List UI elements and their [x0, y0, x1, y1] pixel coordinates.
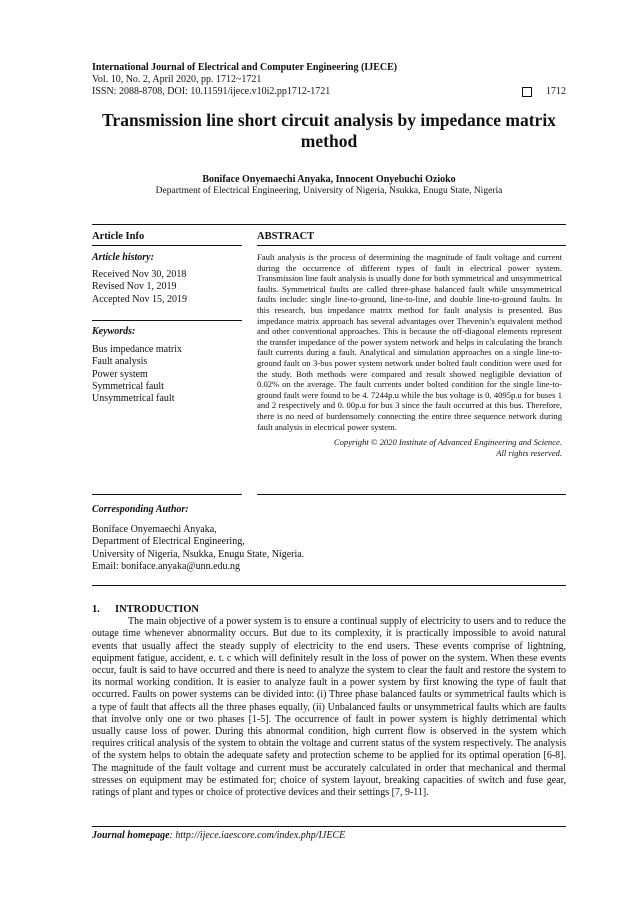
- keyword: Symmetrical fault: [92, 380, 164, 392]
- keyword: Bus impedance matrix: [92, 344, 182, 356]
- page-number: 1712: [546, 86, 566, 97]
- running-header: [92, 62, 566, 98]
- article-history-label: Article history:: [92, 252, 154, 263]
- corresponding-dept: Department of Electrical Engineering,: [92, 536, 245, 547]
- accepted-date: Accepted Nov 15, 2019: [92, 293, 187, 305]
- keywords-block: [92, 326, 242, 405]
- article-history: [92, 252, 242, 306]
- keywords-label: Keywords:: [92, 326, 136, 337]
- journal-homepage-link[interactable]: http://ijece.iaescore.com/index.php/IJECE: [175, 830, 346, 841]
- abstract-head-rule: [257, 245, 566, 246]
- keyword: Power system: [92, 368, 148, 380]
- paper-title: Transmission line short circuit analysis by impedance matrix method: [102, 110, 556, 151]
- copyright-line-2: All rights reserved.: [496, 447, 562, 458]
- keyword: Unsymmetrical fault: [92, 393, 175, 405]
- section-heading: [92, 604, 566, 616]
- corresponding-author: [92, 504, 566, 574]
- revised-date: Revised Nov 1, 2019: [92, 281, 177, 293]
- journal-name: International Journal of Electrical and Computer Engineering (IJECE): [92, 62, 398, 73]
- received-date: Received Nov 30, 2018: [92, 269, 187, 281]
- history-rule: [92, 320, 242, 321]
- abstract-text: Fault analysis is the process of determining the magnitude of fault voltage and current during the occurrence of different types of fault in electrical power system. Transmission line fault analysis is usually done for both symmetrical and unsymmetrical faults. Symmetrical faults are called three-phase balanced fault while unsymmetrical faults include: single line-to-ground, line-to-line, and double line-to-ground faults. In this research, bus impedance matrix method for fault analysis is presented. Bus impedance matrix approach has several advantages over Thevenin’s equivalent method and other conventional approaches. This is because the off-diagonal elements represent the transfer impedance of the power system network and helps in calculating the branch fault currents during a fault. Analytical and simulation approaches on a single line-to-ground fault on 3-bus power system network under bolted fault condition were used for the study. Both methods were compared and result showed negligible deviation of 0.02% on the average. The fault currents under bolted condition for the single line-to-ground fault were found to be 4. 7244p.u while the bus voltage is 0. 4095p.u for buses 1 and 2 respectively and 0. 00p.u for bus 3 since the fault occurred at this bus. Therefore, there is no need of burdensomely connecting the entire three sequence network during fault analysis in electrical power system.: [257, 252, 562, 432]
- abstract-bottom-rule: [257, 494, 566, 495]
- keywords-rule: [92, 494, 242, 495]
- article-info: [92, 231, 242, 243]
- footer-rule: [92, 826, 566, 827]
- copyright: [257, 437, 562, 458]
- intro-paragraph: The main objective of a power system is to ensure a continual supply of electricity to users and to reduce the outage time whenever abnormality occurs. But due to its complexity, it is practically impossible to avoid natural events that usually affect the steady supply of electricity to the end users. These events comprise of lightning, equipment fatigue, accident, e. t. c which will definitely result in the loss of power on the system. When these events occur, fault is said to have occurred and there is need to analyze the system to clear the fault and restore the system to its normal working condition. It is easier to analyze fault in a power system by first knowing the type of fault that occurred. Faults on power systems can be divided into: (i) Three phase balanced faults or symmetrical faults which is a type of fault that affects all the three phases equally, (ii) Unbalanced faults or unsymmetrical faults which are faults that involve only one or two phases [1-5]. The occurrence of fault in power system is highly detrimental which usually cause loss of power. During this abnormal condition, high current flow is observed in the system which requires critical analysis of the system to obtain the voltage and current status of the system respectively. The analysis of the system helps to obtain the adequate safety and protection scheme to be applied for its optimal operation [6-8]. The magnitude of the fault voltage and current must be accurately calculated in order that mechanical and thermal stresses on equipment may be estimated for; choice of system layout, breaking capacities of switch and fuse gear, ratings of plant and types or choice of protective devices and their settings [7, 9-11].: [92, 616, 566, 799]
- volume-info: Vol. 10, No. 2, April 2020, pp. 1712~1721: [92, 74, 262, 85]
- issn-doi: ISSN: 2088-8708, DOI: 10.11591/ijece.v10i2.pp1712-1721: [92, 86, 331, 97]
- abstract-heading-wrap: [257, 231, 562, 243]
- info-head-rule: [92, 245, 242, 246]
- section-title: INTRODUCTION: [115, 604, 200, 615]
- affiliation: Department of Electrical Engineering, University of Nigeria, Nsukka, Enugu State, Nigeria: [155, 186, 503, 196]
- abstract-heading: ABSTRACT: [257, 231, 315, 242]
- corresponding-univ: University of Nigeria, Nsukka, Enugu State, Nigeria.: [92, 548, 305, 560]
- journal-homepage-label: Journal homepage: [92, 830, 170, 841]
- footer: Journal homepage: http://ijece.iaescore.com/index.php/IJECE: [92, 830, 346, 841]
- corresponding-email: Email: boniface.anyaka@unn.edu.ng: [92, 561, 241, 572]
- introduction-section: [92, 604, 566, 799]
- corresponding-name: Boniface Onyemaechi Anyaka,: [92, 523, 217, 535]
- corresponding-label: Corresponding Author:: [92, 504, 189, 515]
- authors: Boniface Onyemaechi Anyaka, Innocent Onyebuchi Ozioko: [202, 174, 456, 185]
- article-info-heading: Article Info: [92, 231, 145, 242]
- checkbox-square-icon: [522, 87, 532, 97]
- copyright-line-1: Copyright © 2020 Institute of Advanced Engineering and Science.: [333, 437, 562, 448]
- abstract: [257, 252, 562, 458]
- keyword: Fault analysis: [92, 356, 148, 368]
- section-number: 1.: [92, 604, 100, 615]
- corresponding-rule: [92, 585, 566, 586]
- top-rule: [92, 224, 566, 225]
